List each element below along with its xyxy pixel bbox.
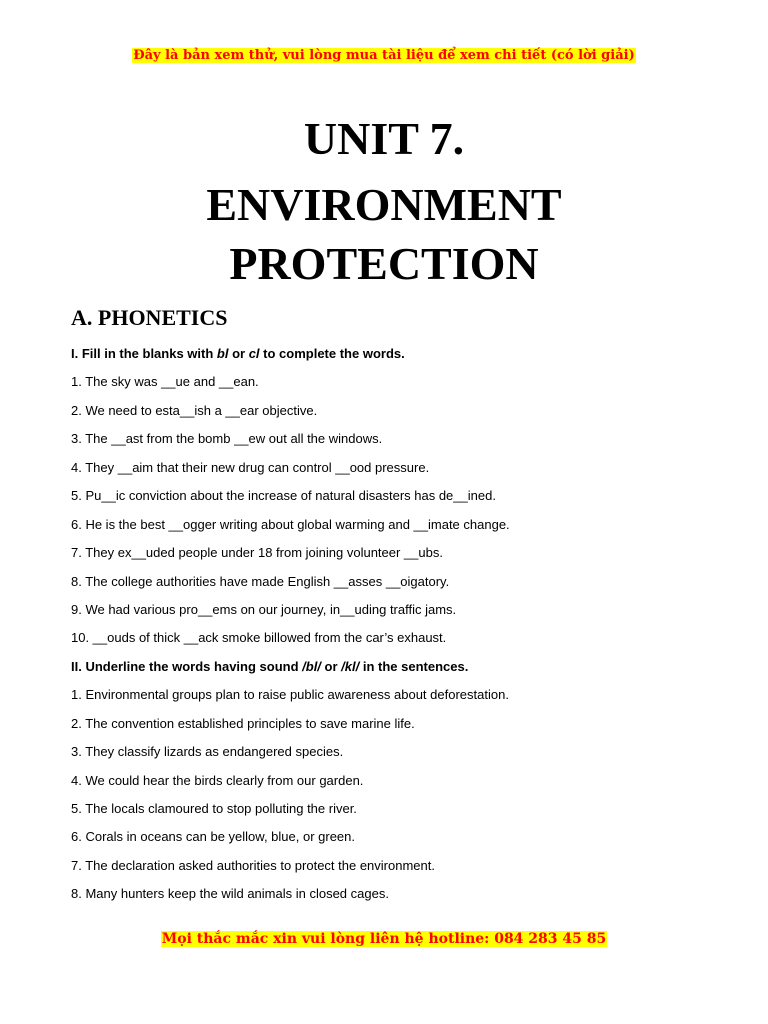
topic-title-line-2: PROTECTION xyxy=(229,238,539,289)
section-heading-phonetics: A. PHONETICS xyxy=(71,305,228,330)
topic-title-line-1: ENVIRONMENT xyxy=(206,179,562,230)
exercise-1-item: 10. __ouds of thick __ack smoke billowed from the car’s exhaust. xyxy=(71,630,447,646)
instruction-text: I. Fill in the blanks with xyxy=(71,346,217,361)
exercise-2-item: 5. The locals clamoured to stop polluting the river. xyxy=(71,801,357,816)
exercise-2-instruction xyxy=(71,656,731,684)
exercise-1-item: 7. They ex__uded people under 18 from joining volunteer __ubs. xyxy=(71,545,443,561)
exercise-2-item: 2. The convention established principles to save marine life. xyxy=(71,715,415,731)
instruction-text: or xyxy=(320,658,342,674)
exercise-2-item: 3. They classify lizards as endangered species. xyxy=(71,744,344,760)
exercise-2-item: 4. We could hear the birds clearly from our garden. xyxy=(71,772,364,788)
preview-notice-banner xyxy=(0,47,768,64)
exercise-2-item: 6. Corals in oceans can be yellow, blue, or green. xyxy=(71,829,356,845)
exercise-1-item: 2. We need to esta__ish a __ear objective. xyxy=(71,402,318,418)
exercise-2-item: 1. Environmental groups plan to raise public awareness about deforestation. xyxy=(71,687,509,703)
exercise-1-item: 1. The sky was __ue and __ean. xyxy=(71,374,259,390)
exercise-1-item: 8. The college authorities have made English __asses __oigatory. xyxy=(71,573,450,589)
hotline-banner xyxy=(0,931,768,948)
unit-title: UNIT 7. xyxy=(303,113,465,164)
exercise-1-item: 6. He is the best __ogger writing about global warming and __imate change. xyxy=(71,516,510,532)
instruction-text: II. Underline the words having sound xyxy=(71,658,303,674)
instruction-option: /kl/ xyxy=(341,658,360,674)
instruction-text: in the sentences. xyxy=(359,658,469,674)
instruction-option: /bl/ xyxy=(302,658,321,674)
exercise-2-item: 7. The declaration asked authorities to protect the environment. xyxy=(71,857,435,873)
exercise-1-instruction xyxy=(71,343,731,371)
instruction-option: bl xyxy=(216,346,229,361)
exercise-1-item: 5. Pu__ic conviction about the increase of natural disasters has de__ined. xyxy=(71,488,496,504)
instruction-text: to complete the words. xyxy=(259,346,405,361)
instruction-option: cl xyxy=(248,346,260,361)
exercise-1-item: 9. We had various pro__ems on our journey, in__uding traffic jams. xyxy=(71,601,457,617)
instruction-text: or xyxy=(228,346,249,361)
hotline-text: Mọi thắc mắc xin vui lòng liên hệ hotline: 084 283 45 85 xyxy=(161,931,607,947)
exercise-content xyxy=(71,343,731,912)
exercise-1-item: 3. The __ast from the bomb __ew out all the windows. xyxy=(71,431,383,447)
preview-notice-text: Đây là bản xem thử, vui lòng mua tài liệu để xem chi tiết (có lời giải) xyxy=(133,48,635,63)
exercise-1-item: 4. They __aim that their new drug can control __ood pressure. xyxy=(71,459,430,475)
exercise-2-item: 8. Many hunters keep the wild animals in closed cages. xyxy=(71,886,389,902)
